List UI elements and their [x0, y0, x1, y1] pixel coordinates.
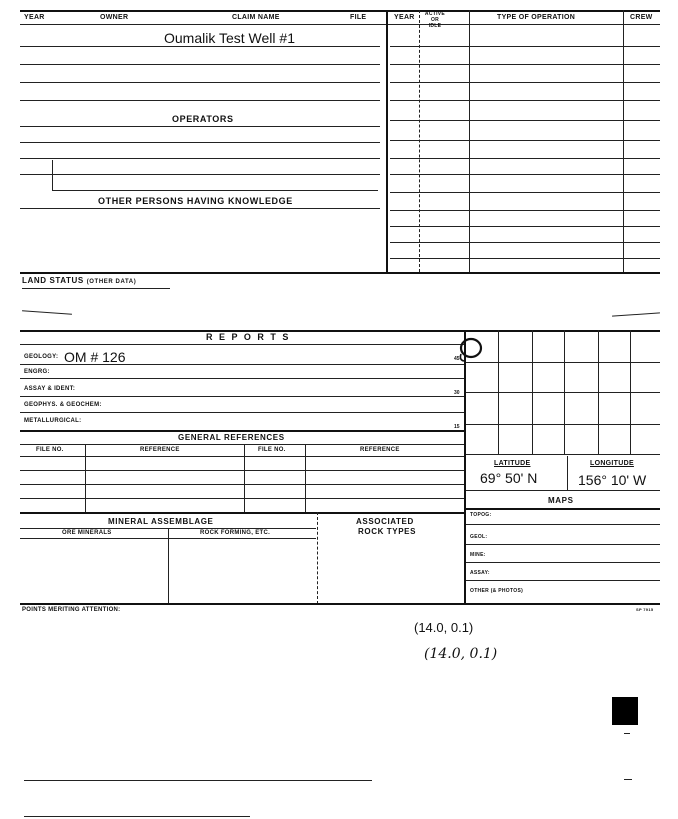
row-line: [390, 120, 660, 121]
row-line: [390, 210, 660, 211]
typed-coordinates: (14.0, 0.1): [414, 620, 474, 635]
reports-header-underline: [20, 344, 464, 345]
points-meriting-attention: POINTS MERITING ATTENTION:: [22, 607, 121, 613]
other-persons-header: OTHER PERSONS HAVING KNOWLEDGE: [98, 196, 293, 206]
longitude-value: 156° 10' W: [578, 472, 647, 488]
grid-h: [466, 424, 660, 425]
scale-45: 45: [454, 356, 460, 362]
row-line: [390, 82, 660, 83]
form-bottom: [20, 603, 660, 605]
maps-other: OTHER (& PHOTOS): [470, 588, 524, 594]
grid-h: [466, 392, 660, 393]
gr-row-line: [20, 498, 464, 499]
top-border: [20, 10, 660, 12]
metallurgical-label: METALLURGICAL:: [24, 418, 82, 424]
gr-row-line: [20, 456, 464, 457]
gr-row-line: [20, 484, 464, 485]
divider-active: [469, 10, 470, 272]
land-status-text: LAND STATUS: [22, 276, 84, 285]
maps-mine: MINE:: [470, 552, 486, 558]
gr-row-line: [20, 470, 464, 471]
report-section-bottom: [20, 430, 464, 432]
row-line: [390, 158, 660, 159]
maps-header-line: [466, 508, 660, 510]
latlon-divider: [567, 456, 568, 490]
row-line: [20, 158, 380, 159]
row-line: [390, 192, 660, 193]
ore-minerals-label: ORE MINERALS: [62, 530, 112, 536]
geophys-label: GEOPHYS. & GEOCHEM:: [24, 402, 102, 408]
ma-assoc-divider: [317, 512, 318, 604]
col-owner: OWNER: [100, 14, 129, 21]
row-line: [390, 242, 660, 243]
land-status-stroke-right: [612, 312, 660, 316]
land-status-sublabel: (OTHER DATA): [86, 279, 137, 285]
gr-col-divider: [244, 444, 245, 512]
row-line: [390, 140, 660, 141]
maps-row-line: [466, 544, 660, 545]
marker-tick: [624, 779, 632, 780]
assay-label: ASSAY & IDENT:: [24, 386, 76, 392]
row-line: [20, 208, 380, 209]
divider-year: [419, 10, 420, 272]
col-active-idle: ACTIVE OR IDLE: [424, 11, 446, 29]
black-marker-square: [612, 697, 638, 725]
scale-15: 15: [454, 424, 460, 430]
marker-tick: [624, 733, 630, 734]
ma-col-divider: [168, 528, 169, 604]
latitude-label: LATITUDE: [494, 460, 531, 467]
row-line: [20, 82, 380, 83]
gr-bottom: [20, 512, 464, 514]
gr-col-file-no: FILE NO.: [36, 447, 64, 453]
maps-assay: ASSAY:: [470, 570, 490, 576]
longitude-label: LONGITUDE: [590, 460, 634, 467]
operators-header: OPERATORS: [172, 114, 234, 124]
signature-line: [24, 780, 372, 781]
row-line: [390, 100, 660, 101]
row-line: [20, 100, 380, 101]
circle-mark: [456, 334, 486, 362]
divider-crew: [623, 10, 624, 272]
col-crew: CREW: [630, 14, 653, 21]
mineral-assemblage-header: MINERAL ASSEMBLAGE: [108, 517, 214, 526]
top-table-bottom: [20, 272, 660, 274]
row-line: [390, 174, 660, 175]
gr-col-reference-2: REFERENCE: [360, 447, 400, 453]
handwritten-coordinates: (14.0, 0.1): [424, 646, 498, 662]
scale-30: 30: [454, 390, 460, 396]
report-row-line: [20, 364, 464, 365]
row-line: [390, 46, 660, 47]
report-row-line: [20, 396, 464, 397]
land-status-label: [22, 276, 136, 285]
report-row-line: [20, 378, 464, 379]
geology-value: OM # 126: [64, 349, 126, 365]
divider-main: [386, 10, 388, 272]
col-year-2: YEAR: [394, 14, 415, 21]
latlon-bottom: [466, 490, 660, 491]
grid-h: [466, 362, 660, 363]
latitude-value: 69° 50' N: [480, 470, 538, 486]
claim-name-value: Oumalik Test Well #1: [164, 30, 295, 46]
row-line: [52, 190, 378, 191]
maps-row-line: [466, 580, 660, 581]
col-year: YEAR: [24, 14, 45, 21]
tick-mark: [52, 160, 53, 190]
land-status-underline: [22, 288, 170, 289]
maps-geol: GEOL:: [470, 534, 488, 540]
report-row-line: [20, 412, 464, 413]
row-line: [390, 258, 660, 259]
row-line: [20, 126, 380, 127]
header-underline: [20, 24, 660, 25]
land-status-stroke-left: [22, 310, 72, 314]
form-code: SP 7915: [636, 607, 654, 612]
gr-col-file-no-2: FILE NO.: [258, 447, 286, 453]
gr-header-line: [20, 444, 464, 445]
maps-row-line: [466, 524, 660, 525]
row-line: [390, 226, 660, 227]
gr-col-divider: [85, 444, 86, 512]
rock-forming-label: ROCK FORMING, ETC.: [200, 530, 271, 536]
row-line: [20, 174, 380, 175]
maps-row-line: [466, 562, 660, 563]
row-line: [20, 142, 380, 143]
associated-header: ASSOCIATED: [356, 517, 414, 526]
gr-col-divider: [305, 444, 306, 512]
signature-line-2: [24, 816, 250, 817]
row-line: [390, 64, 660, 65]
maps-header: MAPS: [548, 496, 574, 505]
rock-types-header: ROCK TYPES: [358, 527, 417, 536]
gr-col-reference: REFERENCE: [140, 447, 180, 453]
maps-topog: TOPOG:: [470, 512, 492, 518]
grid-h: [466, 454, 660, 455]
reports-header: R E P O R T S: [206, 332, 291, 342]
col-claim-name: CLAIM NAME: [232, 14, 280, 21]
geology-label: GEOLOGY:: [24, 354, 59, 360]
row-line: [20, 64, 380, 65]
engrg-label: ENGRG:: [24, 369, 50, 375]
row-line: [20, 46, 380, 47]
col-file: FILE: [350, 14, 367, 21]
general-references-header: GENERAL REFERENCES: [178, 433, 285, 442]
col-type-of-operation: TYPE OF OPERATION: [497, 14, 576, 21]
